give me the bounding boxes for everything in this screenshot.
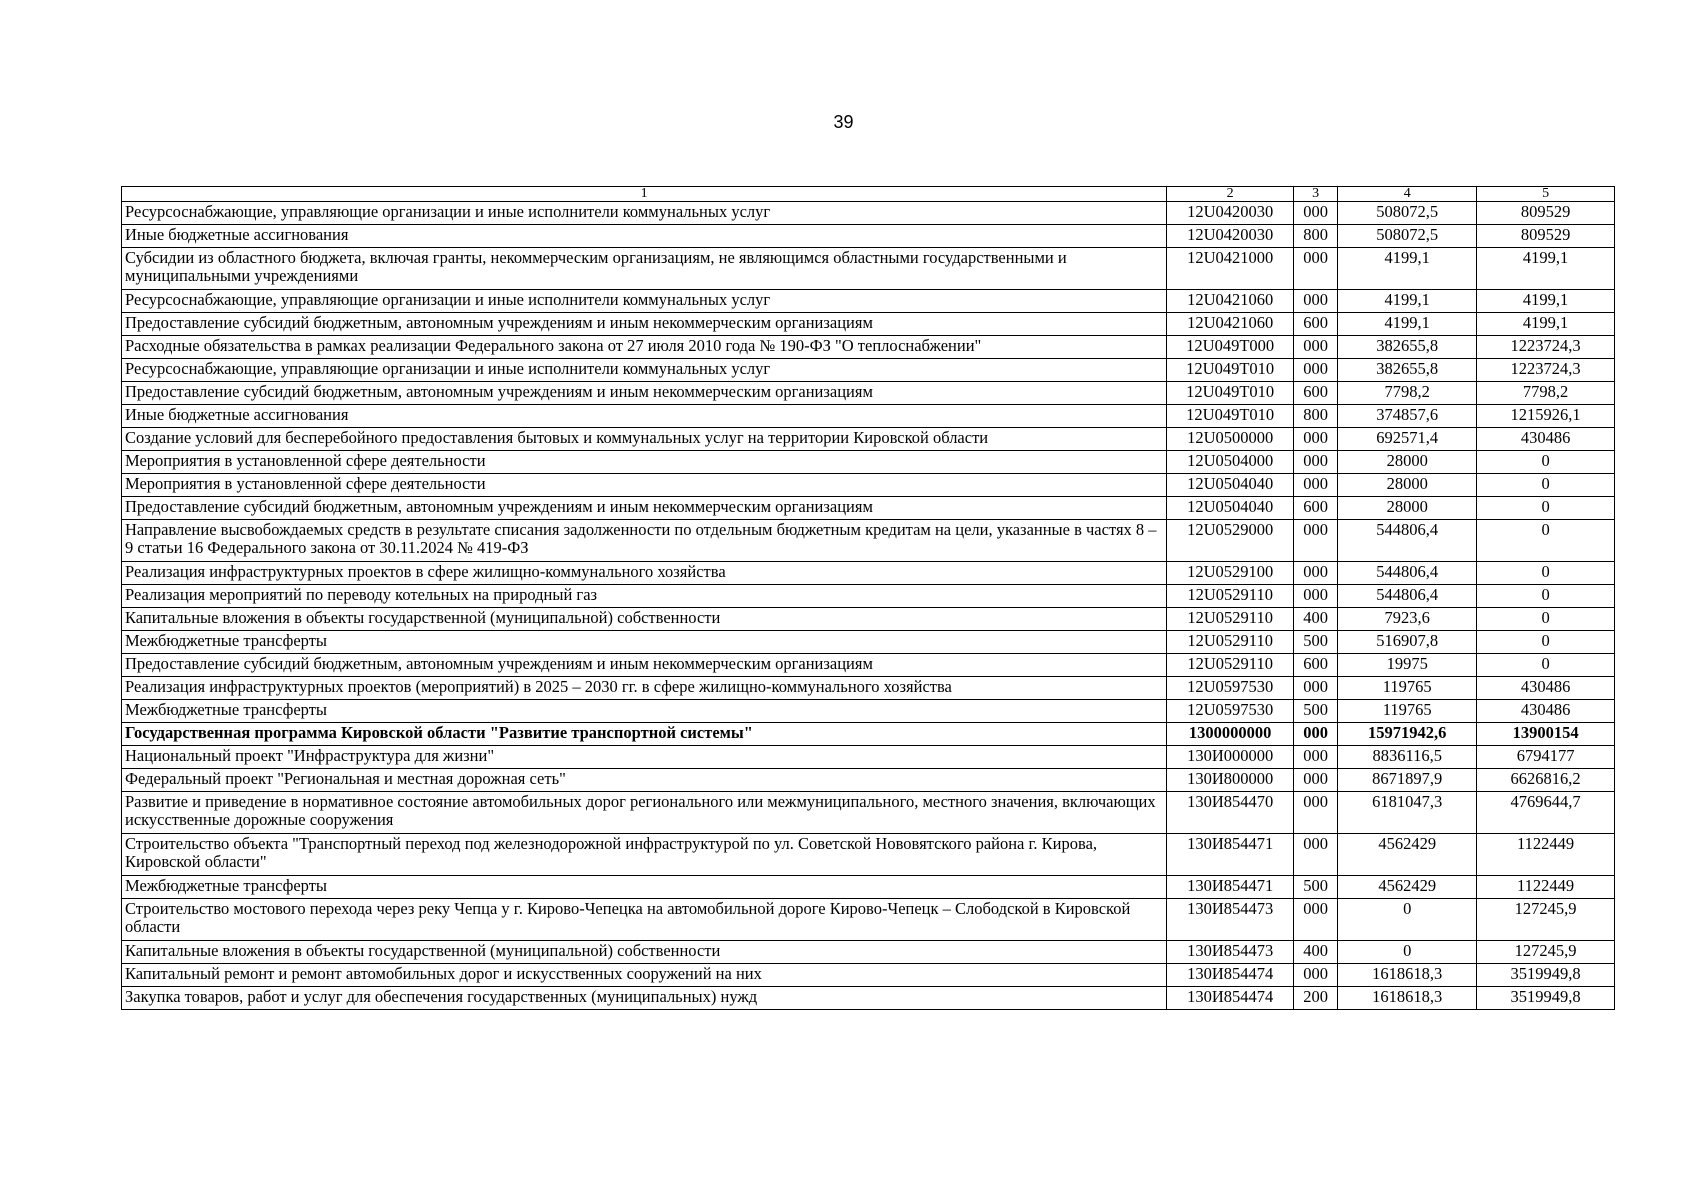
row-value-2026-cell: 7798,2 <box>1477 382 1615 405</box>
row-code-cell: 12U0529110 <box>1167 585 1294 608</box>
row-type-cell: 000 <box>1294 792 1338 834</box>
row-code-cell: 1300000000 <box>1167 723 1294 746</box>
row-value-2026-cell: 809529 <box>1477 202 1615 225</box>
row-value-2026-cell: 1223724,3 <box>1477 336 1615 359</box>
table-row <box>122 428 1615 451</box>
column-header-4: 4 <box>1338 187 1477 202</box>
row-name-cell: Ресурсоснабжающие, управляющие организации и иные исполнители коммунальных услуг <box>122 359 1167 382</box>
table-row <box>122 964 1615 987</box>
table-row <box>122 520 1615 562</box>
row-value-2026-cell: 1215926,1 <box>1477 405 1615 428</box>
row-code-cell: 130И854470 <box>1167 792 1294 834</box>
row-value-2025-cell: 516907,8 <box>1338 631 1477 654</box>
row-value-2026-cell: 0 <box>1477 474 1615 497</box>
row-value-2026-cell: 3519949,8 <box>1477 964 1615 987</box>
row-type-cell: 000 <box>1294 359 1338 382</box>
row-code-cell: 12U0420030 <box>1167 202 1294 225</box>
row-value-2026-cell: 0 <box>1477 451 1615 474</box>
row-code-cell: 12U0420030 <box>1167 225 1294 248</box>
row-value-2025-cell: 0 <box>1338 899 1477 941</box>
row-code-cell: 12U0504040 <box>1167 474 1294 497</box>
row-type-cell: 600 <box>1294 497 1338 520</box>
row-code-cell: 130И854474 <box>1167 987 1294 1010</box>
row-value-2025-cell: 544806,4 <box>1338 520 1477 562</box>
row-value-2025-cell: 7923,6 <box>1338 608 1477 631</box>
row-name-cell: Предоставление субсидий бюджетным, автономным учреждениям и иным некоммерческим организациям <box>122 654 1167 677</box>
row-value-2025-cell: 508072,5 <box>1338 225 1477 248</box>
table-row <box>122 225 1615 248</box>
table-row <box>122 359 1615 382</box>
row-code-cell: 12U0529110 <box>1167 654 1294 677</box>
row-type-cell: 000 <box>1294 336 1338 359</box>
row-name-cell: Развитие и приведение в нормативное состояние автомобильных дорог регионального или межмуниципального, местного значения, включающих искусственные дорожные сооружения <box>122 792 1167 834</box>
row-type-cell: 500 <box>1294 876 1338 899</box>
row-name-cell: Ресурсоснабжающие, управляющие организации и иные исполнители коммунальных услуг <box>122 202 1167 225</box>
row-value-2025-cell: 8671897,9 <box>1338 769 1477 792</box>
row-value-2026-cell: 3519949,8 <box>1477 987 1615 1010</box>
table-row <box>122 451 1615 474</box>
row-type-cell: 600 <box>1294 654 1338 677</box>
table-row <box>122 313 1615 336</box>
row-value-2025-cell: 4562429 <box>1338 876 1477 899</box>
row-value-2026-cell: 0 <box>1477 520 1615 562</box>
row-name-cell: Предоставление субсидий бюджетным, автономным учреждениям и иным некоммерческим организациям <box>122 313 1167 336</box>
row-value-2025-cell: 1618618,3 <box>1338 987 1477 1010</box>
row-type-cell: 400 <box>1294 608 1338 631</box>
table-row <box>122 248 1615 290</box>
row-name-cell: Федеральный проект "Региональная и местная дорожная сеть" <box>122 769 1167 792</box>
row-code-cell: 12U0500000 <box>1167 428 1294 451</box>
row-value-2025-cell: 544806,4 <box>1338 585 1477 608</box>
row-name-cell: Национальный проект "Инфраструктура для жизни" <box>122 746 1167 769</box>
row-type-cell: 000 <box>1294 834 1338 876</box>
row-name-cell: Реализация инфраструктурных проектов в сфере жилищно-коммунального хозяйства <box>122 562 1167 585</box>
row-value-2025-cell: 119765 <box>1338 677 1477 700</box>
row-value-2026-cell: 430486 <box>1477 700 1615 723</box>
row-name-cell: Ресурсоснабжающие, управляющие организации и иные исполнители коммунальных услуг <box>122 290 1167 313</box>
row-type-cell: 000 <box>1294 248 1338 290</box>
table-row <box>122 746 1615 769</box>
row-value-2025-cell: 19975 <box>1338 654 1477 677</box>
row-type-cell: 000 <box>1294 677 1338 700</box>
row-name-cell: Расходные обязательства в рамках реализации Федерального закона от 27 июля 2010 года № 190-ФЗ "О теплоснабжении" <box>122 336 1167 359</box>
row-value-2025-cell: 1618618,3 <box>1338 964 1477 987</box>
row-value-2025-cell: 4199,1 <box>1338 248 1477 290</box>
row-type-cell: 000 <box>1294 769 1338 792</box>
row-code-cell: 12U0504000 <box>1167 451 1294 474</box>
row-code-cell: 12U0597530 <box>1167 700 1294 723</box>
table-row <box>122 769 1615 792</box>
row-code-cell: 12U049T010 <box>1167 359 1294 382</box>
column-header-3: 3 <box>1294 187 1338 202</box>
row-name-cell: Предоставление субсидий бюджетным, автономным учреждениям и иным некоммерческим организациям <box>122 497 1167 520</box>
row-value-2026-cell: 0 <box>1477 562 1615 585</box>
table-row <box>122 562 1615 585</box>
row-value-2025-cell: 382655,8 <box>1338 359 1477 382</box>
row-type-cell: 500 <box>1294 700 1338 723</box>
table-row <box>122 202 1615 225</box>
row-code-cell: 12U0421000 <box>1167 248 1294 290</box>
table-row <box>122 677 1615 700</box>
row-value-2025-cell: 382655,8 <box>1338 336 1477 359</box>
row-name-cell: Субсидии из областного бюджета, включая гранты, некоммерческим организациям, не являющимся областными государственными и муниципальными учреждениями <box>122 248 1167 290</box>
column-header-5: 5 <box>1477 187 1615 202</box>
row-code-cell: 12U0421060 <box>1167 290 1294 313</box>
row-value-2026-cell: 430486 <box>1477 677 1615 700</box>
row-name-cell: Капитальный ремонт и ремонт автомобильных дорог и искусственных сооружений на них <box>122 964 1167 987</box>
row-value-2025-cell: 4199,1 <box>1338 290 1477 313</box>
row-code-cell: 130И854474 <box>1167 964 1294 987</box>
row-type-cell: 000 <box>1294 451 1338 474</box>
table-row <box>122 290 1615 313</box>
row-type-cell: 800 <box>1294 405 1338 428</box>
row-code-cell: 12U0421060 <box>1167 313 1294 336</box>
row-name-cell: Капитальные вложения в объекты государственной (муниципальной) собственности <box>122 941 1167 964</box>
row-type-cell: 000 <box>1294 899 1338 941</box>
row-value-2025-cell: 15971942,6 <box>1338 723 1477 746</box>
row-value-2026-cell: 4199,1 <box>1477 313 1615 336</box>
row-value-2025-cell: 6181047,3 <box>1338 792 1477 834</box>
row-value-2025-cell: 508072,5 <box>1338 202 1477 225</box>
row-value-2025-cell: 692571,4 <box>1338 428 1477 451</box>
row-value-2025-cell: 28000 <box>1338 497 1477 520</box>
row-type-cell: 600 <box>1294 382 1338 405</box>
row-value-2026-cell: 1122449 <box>1477 834 1615 876</box>
budget-table <box>121 186 1615 1010</box>
row-value-2025-cell: 0 <box>1338 941 1477 964</box>
row-type-cell: 000 <box>1294 202 1338 225</box>
row-name-cell: Иные бюджетные ассигнования <box>122 405 1167 428</box>
table-row <box>122 382 1615 405</box>
row-name-cell: Закупка товаров, работ и услуг для обеспечения государственных (муниципальных) нужд <box>122 987 1167 1010</box>
row-code-cell: 12U049T010 <box>1167 382 1294 405</box>
row-code-cell: 12U0597530 <box>1167 677 1294 700</box>
row-name-cell: Реализация инфраструктурных проектов (мероприятий) в 2025 – 2030 гг. в сфере жилищно-коммунального хозяйства <box>122 677 1167 700</box>
row-value-2026-cell: 4199,1 <box>1477 290 1615 313</box>
row-name-cell: Реализация мероприятий по переводу котельных на природный газ <box>122 585 1167 608</box>
row-value-2025-cell: 4562429 <box>1338 834 1477 876</box>
page-number: 39 <box>833 112 854 132</box>
column-header-2: 2 <box>1167 187 1294 202</box>
row-value-2025-cell: 544806,4 <box>1338 562 1477 585</box>
row-value-2026-cell: 13900154 <box>1477 723 1615 746</box>
row-value-2025-cell: 7798,2 <box>1338 382 1477 405</box>
row-type-cell: 000 <box>1294 428 1338 451</box>
row-type-cell: 600 <box>1294 313 1338 336</box>
row-name-cell: Строительство мостового перехода через реку Чепца у г. Кирово-Чепецка на автомобильной дороге Кирово-Чепецк – Слободской в Кировской области <box>122 899 1167 941</box>
table-row <box>122 405 1615 428</box>
row-code-cell: 12U0529110 <box>1167 608 1294 631</box>
row-type-cell: 200 <box>1294 987 1338 1010</box>
table-row <box>122 792 1615 834</box>
row-code-cell: 12U0529000 <box>1167 520 1294 562</box>
table-row <box>122 941 1615 964</box>
row-type-cell: 000 <box>1294 585 1338 608</box>
row-value-2026-cell: 127245,9 <box>1477 899 1615 941</box>
row-type-cell: 000 <box>1294 964 1338 987</box>
row-name-cell: Предоставление субсидий бюджетным, автономным учреждениям и иным некоммерческим организациям <box>122 382 1167 405</box>
row-code-cell: 130И800000 <box>1167 769 1294 792</box>
table-header-row <box>122 187 1615 202</box>
row-value-2026-cell: 0 <box>1477 497 1615 520</box>
table-row <box>122 585 1615 608</box>
table-row <box>122 834 1615 876</box>
row-value-2026-cell: 6794177 <box>1477 746 1615 769</box>
row-value-2026-cell: 0 <box>1477 585 1615 608</box>
row-name-cell: Строительство объекта "Транспортный переход под железнодорожной инфраструктурой по ул. Советской Нововятского района г. Кирова, Кировской области" <box>122 834 1167 876</box>
row-value-2025-cell: 119765 <box>1338 700 1477 723</box>
row-name-cell: Направление высвобождаемых средств в результате списания задолженности по отдельным бюджетным кредитам на цели, указанные в частях 8 – 9 статьи 16 Федерального закона от 30.11.2024 № 419-ФЗ <box>122 520 1167 562</box>
table-row <box>122 654 1615 677</box>
row-name-cell: Межбюджетные трансферты <box>122 700 1167 723</box>
row-type-cell: 000 <box>1294 290 1338 313</box>
row-value-2026-cell: 1122449 <box>1477 876 1615 899</box>
row-code-cell: 130И854471 <box>1167 834 1294 876</box>
table-row <box>122 608 1615 631</box>
row-value-2026-cell: 4769644,7 <box>1477 792 1615 834</box>
row-type-cell: 400 <box>1294 941 1338 964</box>
row-type-cell: 500 <box>1294 631 1338 654</box>
table-row <box>122 700 1615 723</box>
row-value-2025-cell: 28000 <box>1338 474 1477 497</box>
row-name-cell: Мероприятия в установленной сфере деятельности <box>122 451 1167 474</box>
row-code-cell: 12U049T000 <box>1167 336 1294 359</box>
row-value-2025-cell: 4199,1 <box>1338 313 1477 336</box>
row-type-cell: 000 <box>1294 562 1338 585</box>
row-code-cell: 130И854471 <box>1167 876 1294 899</box>
table-row <box>122 723 1615 746</box>
row-code-cell: 130И000000 <box>1167 746 1294 769</box>
column-header-1: 1 <box>122 187 1167 202</box>
table-row <box>122 987 1615 1010</box>
row-code-cell: 12U0529100 <box>1167 562 1294 585</box>
table-row <box>122 474 1615 497</box>
row-value-2025-cell: 374857,6 <box>1338 405 1477 428</box>
row-value-2026-cell: 430486 <box>1477 428 1615 451</box>
row-value-2026-cell: 809529 <box>1477 225 1615 248</box>
row-value-2026-cell: 0 <box>1477 608 1615 631</box>
row-name-cell: Мероприятия в установленной сфере деятельности <box>122 474 1167 497</box>
row-value-2026-cell: 0 <box>1477 631 1615 654</box>
row-value-2026-cell: 0 <box>1477 654 1615 677</box>
row-code-cell: 130И854473 <box>1167 941 1294 964</box>
table-row <box>122 876 1615 899</box>
row-value-2025-cell: 8836116,5 <box>1338 746 1477 769</box>
table-row <box>122 631 1615 654</box>
row-value-2026-cell: 4199,1 <box>1477 248 1615 290</box>
row-code-cell: 12U0529110 <box>1167 631 1294 654</box>
row-type-cell: 000 <box>1294 474 1338 497</box>
row-name-cell: Межбюджетные трансферты <box>122 876 1167 899</box>
row-name-cell: Создание условий для бесперебойного предоставления бытовых и коммунальных услуг на территории Кировской области <box>122 428 1167 451</box>
row-type-cell: 000 <box>1294 723 1338 746</box>
row-value-2025-cell: 28000 <box>1338 451 1477 474</box>
row-type-cell: 000 <box>1294 746 1338 769</box>
row-code-cell: 12U049T010 <box>1167 405 1294 428</box>
row-value-2026-cell: 127245,9 <box>1477 941 1615 964</box>
row-value-2026-cell: 1223724,3 <box>1477 359 1615 382</box>
row-name-cell: Капитальные вложения в объекты государственной (муниципальной) собственности <box>122 608 1167 631</box>
row-name-cell: Государственная программа Кировской области "Развитие транспортной системы" <box>122 723 1167 746</box>
row-code-cell: 12U0504040 <box>1167 497 1294 520</box>
row-value-2026-cell: 6626816,2 <box>1477 769 1615 792</box>
table-row <box>122 899 1615 941</box>
table-row <box>122 336 1615 359</box>
row-type-cell: 000 <box>1294 520 1338 562</box>
table-row <box>122 497 1615 520</box>
row-type-cell: 800 <box>1294 225 1338 248</box>
row-code-cell: 130И854473 <box>1167 899 1294 941</box>
row-name-cell: Межбюджетные трансферты <box>122 631 1167 654</box>
row-name-cell: Иные бюджетные ассигнования <box>122 225 1167 248</box>
